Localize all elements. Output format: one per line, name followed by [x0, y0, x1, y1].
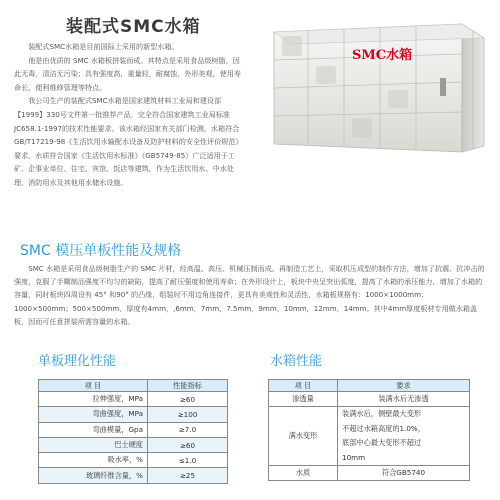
header-item: 项 目 [39, 380, 148, 392]
row-name: 水质 [269, 466, 338, 481]
deform-line: 10mm [342, 452, 366, 462]
table-row [39, 422, 228, 437]
table-header-row [39, 380, 228, 392]
table-header-row [269, 380, 470, 392]
deform-line: 底部中心最大变形不超过 [342, 438, 422, 448]
row-name: 吸水率，% [39, 453, 148, 468]
board-properties-table [38, 379, 228, 484]
table-row [39, 468, 228, 483]
row-value: ≥60 [148, 437, 228, 452]
smc-water-tank-image [252, 18, 490, 158]
deform-line: 不超过水箱高度的1.0%， [342, 423, 425, 433]
row-value: ≤1.0 [148, 453, 228, 468]
row-value: ≥60 [148, 392, 228, 407]
table-row [39, 392, 228, 407]
table-row [269, 392, 470, 407]
table-row [39, 437, 228, 452]
intro-text [14, 40, 246, 190]
table-row [39, 453, 228, 468]
intro-paragraph-1: 装配式SMC水箱是目前国际上采用的新型水箱。 [28, 42, 179, 51]
right-table-heading: 水箱性能 [270, 354, 323, 369]
section-text [14, 262, 486, 328]
row-name: 巴士硬度 [39, 437, 148, 452]
row-value: ≥100 [148, 407, 228, 422]
row-name: 弯曲模量，Gpa [39, 422, 148, 437]
row-value: 装满水后无渗透 [338, 392, 470, 407]
table-row [269, 407, 470, 466]
tank-performance-table [268, 379, 470, 481]
header-value: 性能指标 [148, 380, 228, 392]
deform-line: 装满水后，侧壁最大变形 [342, 409, 422, 418]
row-value [338, 407, 470, 466]
row-name: 渗透量 [269, 392, 338, 407]
page-title: 装配式SMC水箱 [66, 17, 201, 37]
row-name: 玻璃纤维含量，% [39, 468, 148, 483]
table-row [39, 407, 228, 422]
row-value: ≥7.0 [148, 422, 228, 437]
row-value: 符合GB5740 [338, 466, 470, 481]
section-title: SMC 模压单板性能及规格 [20, 243, 182, 259]
intro-paragraph-3: 我公司生产的装配式SMC水箱是国家建筑材料工业局和建设部【1999】330号文件第一批推荐产品，完全符合国家建筑工业局标准JC658.1-1997的技术性能要求。该水箱经国家有关部门检测，水箱符合GB/T17219-98《生活饮用水输配水设备及防护材料的安全性评价规范》要求，水质符合国家《生活饮用水标准》（GB5749-85）广泛适用于工矿、企事业单位、住宅、宾馆、饭店等建筑，作为生活饮用水、中水处理、消防用水及其他用水储水设施。 [14, 96, 243, 187]
left-table-heading: 单板理化性能 [38, 354, 117, 369]
header-requirement: 要求 [338, 380, 470, 392]
intro-paragraph-2: 他是由优质的 SMC 水箱板拼装而成。其特点是采用食品级树脂，因此无毒，清洁无污染；具有强度高，重量轻，耐腐蚀，外形美观，使用寿命长，便利维修管理等特点。 [14, 55, 241, 92]
row-value: ≥25 [148, 468, 228, 483]
table-row [269, 466, 470, 481]
header-item: 项 目 [269, 380, 338, 392]
row-name: 满水变形 [269, 407, 338, 466]
section-paragraph: SMC 水箱是采用食品级树脂生产的 SMC 片材，经高温、高压、机械压制而成。再制造工艺上，采取机压成型的制作方法，增加了抗震、抗冲击的强度，克服了手糊制品强度不均匀的缺陷，提高了耐压强度和使用寿命；在外形设计上，板块中央呈突出弧度，提高了水箱的承压能力，增加了水箱的容量，同时板块四周设有 45° 和90° 的凸缘，组装时不用边角连接件，更具有美观性和灵活性，水箱板规格有：1000×1000mm；1000×500mm；500×500mm、厚度有4mm，,6mm，7mm，7.5mm，9mm，10mm，12mm，14mm。其中4mm厚度板材专用做水箱盖板，因而可任意拼装所需容量的水箱。 [14, 264, 485, 326]
row-name: 弯曲强度，MPa [39, 407, 148, 422]
row-name: 拉伸强度，MPa [39, 392, 148, 407]
tank-label: SMC水箱 [352, 48, 413, 63]
